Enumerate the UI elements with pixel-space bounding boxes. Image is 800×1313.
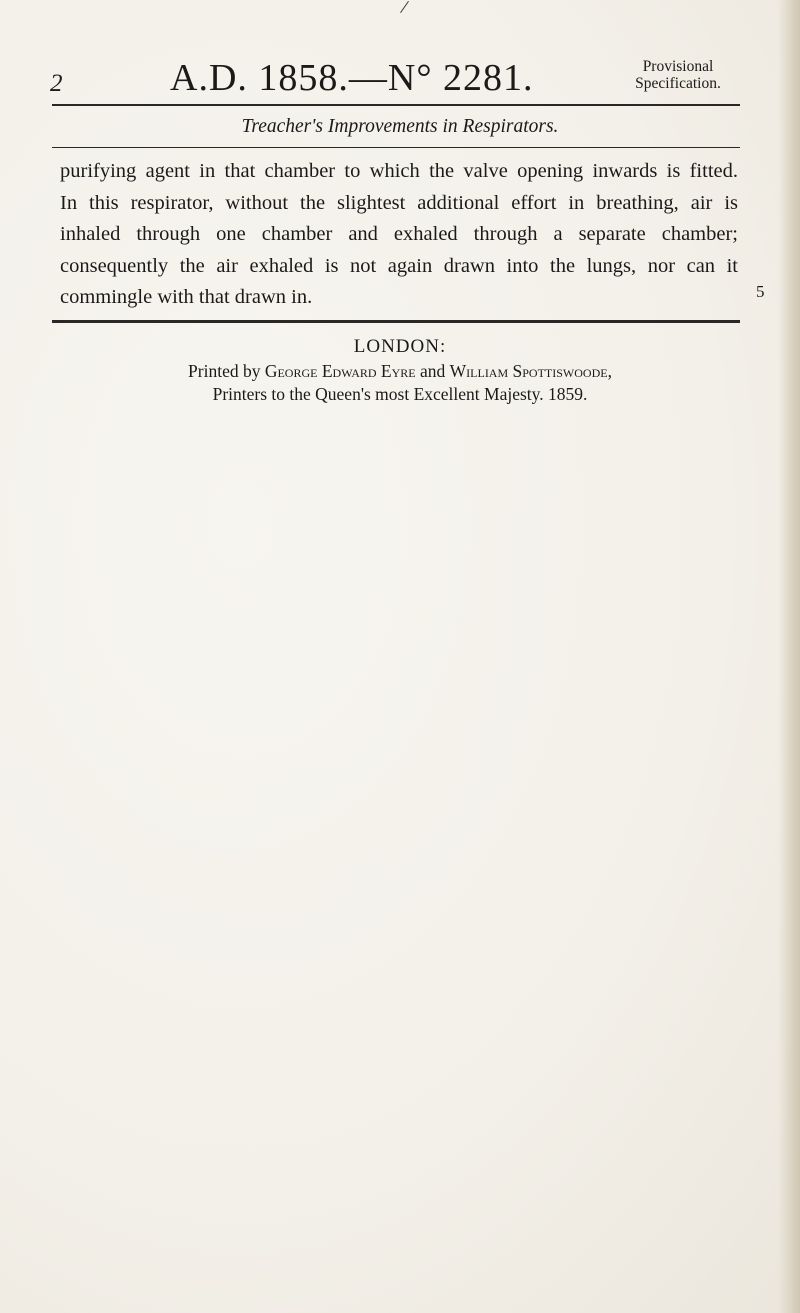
imprint-prefix: Printed by [188,361,265,381]
imprint-suffix: , [607,361,612,381]
imprint-city: LONDON: [353,336,447,357]
page-header [0,48,800,98]
body-paragraph [60,156,738,314]
imprint-and: and [415,361,450,381]
scan-mark [400,1,409,13]
page-number: 2 [50,70,63,97]
header-rule [52,104,740,106]
end-rule [52,320,740,323]
body-line: In this respirator, without the slightest additional effort in breathing, air is [60,191,738,214]
printer-imprint [0,334,800,406]
spec-label-line2: Specification. [635,75,721,92]
body-line: inhaled through one chamber and exhaled through a separate chamber; [60,223,738,245]
body-line: commingle with that drawn in. [60,286,313,308]
document-title: A.D. 1858.—N° 2281. [170,57,534,99]
running-title: Treacher's Improvements in Respirators. [241,116,559,137]
printer-name-1: George Edward Eyre [264,361,416,381]
body-line: purifying agent in that chamber to which the valve opening inwards is fitted. [60,160,738,182]
spec-label-line1: Provisional [642,58,714,75]
printer-name-2: William Spottiswoode [449,361,608,381]
page-edge-shadow [778,0,800,1313]
title-rule [52,147,740,148]
body-line: consequently the air exhaled is not again drawn into the lungs, nor can it [60,254,738,277]
margin-line-number: 5 [756,282,765,301]
imprint-printers-line [0,360,800,383]
specification-label [618,58,738,92]
imprint-majesty-line: Printers to the Queen's most Excellent Majesty. 1859. [212,384,588,404]
